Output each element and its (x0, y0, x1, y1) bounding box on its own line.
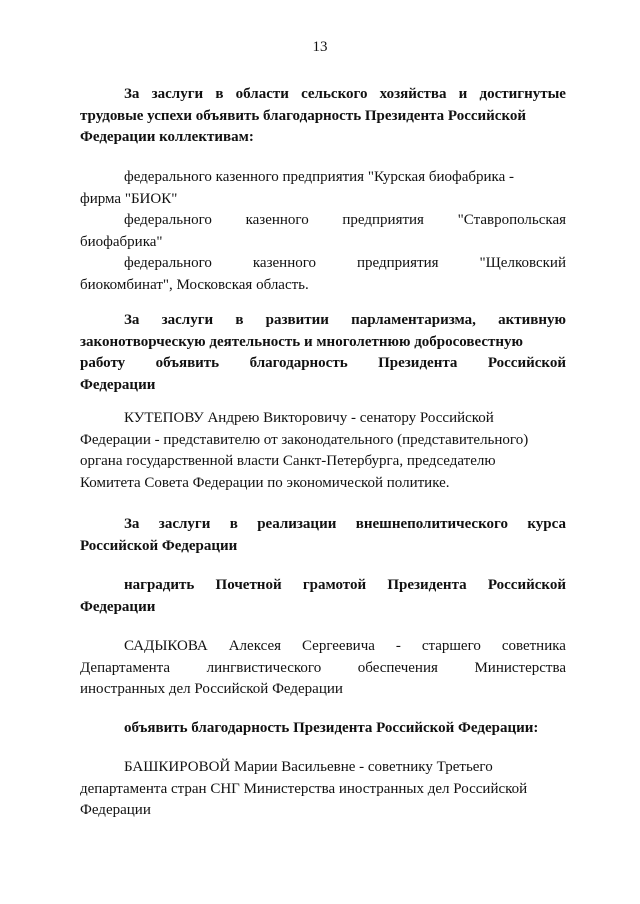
recipient-line: биофабрика" (80, 233, 163, 250)
word: заслуги (161, 312, 214, 328)
word: предприятия (342, 212, 424, 228)
parliamentarism-recipient (80, 408, 566, 494)
word: Алексея (228, 638, 282, 654)
word: реализации (257, 516, 337, 532)
heading-line (80, 310, 566, 332)
word: Российской (487, 577, 566, 593)
word: парламентаризма, (351, 312, 476, 328)
page-number: 13 (312, 39, 328, 55)
word: в (215, 86, 224, 102)
word: в (235, 312, 244, 328)
heading-line (80, 353, 566, 375)
word: Сергеевича (301, 638, 375, 654)
word: Президента (387, 577, 467, 593)
word: советника (501, 638, 566, 654)
word: лингвистического (206, 659, 322, 676)
word: заслуги (158, 516, 211, 532)
recipient-line (80, 636, 566, 658)
recipient-line: департамента стран СНГ Министерства иностранных дел Российской (80, 780, 528, 797)
heading-line (80, 575, 566, 597)
word: развитии (265, 312, 329, 328)
word: области (235, 86, 289, 102)
agriculture-collectives-list (80, 167, 566, 296)
heading-line: Федерации (80, 598, 156, 615)
heading-line (80, 514, 566, 536)
recipient-line: биокомбинат", Московская область. (80, 276, 309, 293)
word: наградить (124, 577, 195, 593)
word: заслуги (151, 86, 204, 102)
gratitude-recipient (80, 757, 566, 822)
word: За (124, 516, 140, 532)
word: предприятия (357, 255, 439, 271)
heading-line: Российской Федерации (80, 537, 238, 554)
word: За (124, 312, 140, 328)
recipient-line: иностранных дел Российской Федерации (80, 681, 343, 697)
word: Департамента (80, 659, 171, 676)
heading-line: объявить благодарность Президента Российской Федерации: (124, 720, 539, 736)
word: Почетной (215, 577, 282, 593)
word: федерального (124, 212, 212, 228)
word: сельского (301, 86, 368, 102)
gratitude-award-heading (80, 718, 566, 740)
word: работу (80, 355, 126, 371)
heading-line: Федерации коллективам: (80, 129, 254, 145)
word: внешнеполитического (355, 516, 508, 532)
word: "Щелковский (479, 255, 566, 271)
word: казенного (252, 255, 317, 271)
word: благодарность (249, 355, 348, 371)
word: хозяйства (379, 86, 447, 102)
recipient-line: Федерации (80, 802, 151, 818)
recipient-line: Федерации - представителю от законодательного (представительного) (80, 431, 529, 448)
word: объявить (155, 355, 220, 371)
heading-line: трудовые успехи объявить благодарность Президента Российской (80, 107, 527, 124)
word: Министерства (474, 659, 566, 676)
recipient-line: КУТЕПОВУ Андрею Викторовичу - сенатору Российской (124, 410, 494, 426)
word: казенного (245, 212, 309, 228)
foreign-policy-award-heading (80, 514, 566, 557)
word: САДЫКОВА (124, 638, 208, 654)
parliamentarism-award-heading (80, 310, 566, 396)
word: федерального (124, 255, 212, 271)
word: старшего (421, 638, 481, 654)
heading-line (80, 84, 566, 106)
word: и (458, 86, 468, 102)
agriculture-award-heading (80, 84, 566, 149)
word: в (229, 516, 238, 532)
heading-line: Федерации (80, 376, 156, 393)
word: - (395, 638, 401, 654)
recipient-line: БАШКИРОВОЙ Марии Васильевне - советнику Третьего (124, 759, 493, 775)
word: "Ставропольская (457, 212, 566, 228)
recipient-line: Комитета Совета Федерации по экономической политике. (80, 474, 450, 491)
word: Российской (487, 355, 566, 371)
word: Президента (378, 355, 458, 371)
certificate-award-heading (80, 575, 566, 618)
word: грамотой (302, 577, 367, 593)
recipient-line: органа государственной власти Санкт-Петербурга, председателю (80, 453, 496, 469)
recipient-line (80, 210, 566, 232)
word: курса (527, 516, 566, 532)
certificate-recipient (80, 636, 566, 701)
recipient-line (80, 658, 566, 680)
word: активную (498, 312, 566, 328)
word: достигнутые (479, 86, 566, 102)
recipient-line: федерального казенного предприятия "Курская биофабрика - (124, 169, 515, 185)
word: обеспечения (357, 659, 438, 676)
word: За (124, 86, 140, 102)
recipient-line: фирма "БИОК" (80, 190, 178, 207)
heading-line: законотворческую деятельность и многолетнюю добросовестную (80, 333, 523, 350)
recipient-line (80, 253, 566, 275)
